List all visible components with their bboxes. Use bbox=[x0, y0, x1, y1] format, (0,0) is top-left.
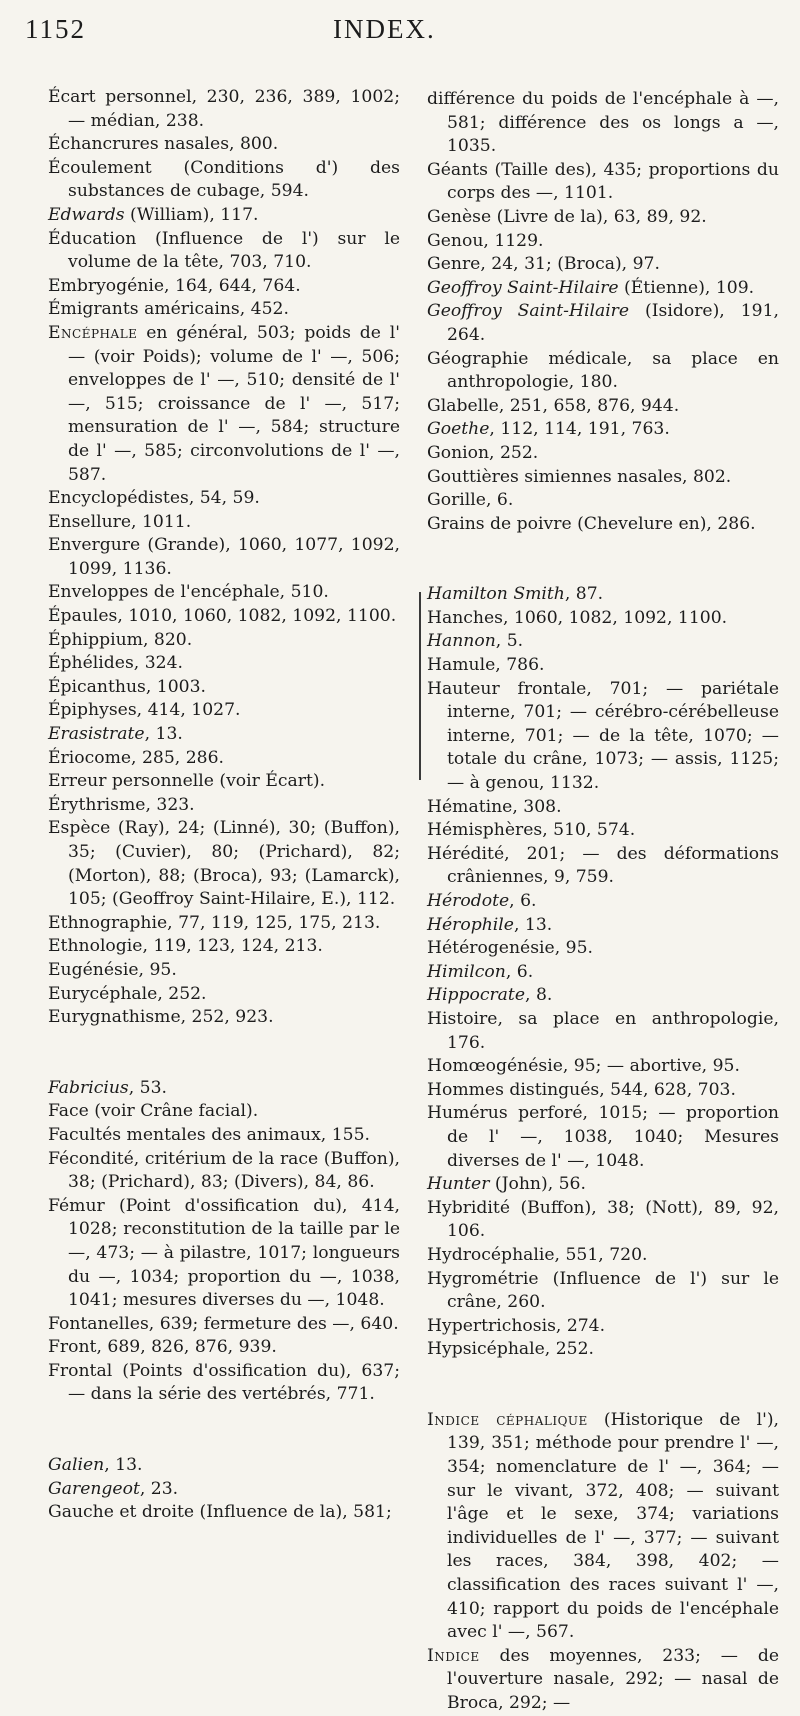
index-entry bbox=[48, 652, 400, 676]
index-entry bbox=[427, 348, 779, 395]
entry-text: Géographie médicale, sa place en anthropologie, 180. bbox=[427, 348, 779, 393]
page-number: 1152 bbox=[25, 14, 86, 44]
entry-text: Ensellure, 1011. bbox=[48, 511, 192, 532]
entry-author-name: Geoffroy Saint-Hilaire bbox=[427, 301, 630, 322]
entry-text: Ériocome, 285, 286. bbox=[48, 747, 224, 768]
index-entry bbox=[427, 1315, 779, 1339]
entry-author-name: Hérophile bbox=[427, 914, 514, 935]
index-entry bbox=[48, 1360, 400, 1407]
index-entry bbox=[48, 605, 400, 629]
entry-text: Épiphyses, 414, 1027. bbox=[48, 700, 241, 721]
entry-text: Erreur personnelle (voir Écart). bbox=[48, 771, 326, 792]
index-entry bbox=[427, 1055, 779, 1079]
entry-text: Ethnographie, 77, 119, 125, 175, 213. bbox=[48, 912, 381, 933]
index-entry bbox=[427, 1079, 779, 1103]
entry-text: Hydrocéphalie, 551, 720. bbox=[427, 1244, 648, 1265]
index-entry bbox=[48, 581, 400, 605]
index-entry bbox=[427, 607, 779, 631]
entry-text: en général, 503; poids de l' — (voir Poids); volume de l' —, 506; enveloppes de l' —, 510; densité de l' —, 515; croissance de l' —, 517; mensuration de l' —, 584; structure de l' —, 585; circonvolutions de l' —, 587. bbox=[68, 322, 400, 485]
entry-text: Gorille, 6. bbox=[427, 490, 514, 511]
entry-text: , 5. bbox=[495, 631, 524, 652]
entry-text: Écoulement (Conditions d') des substances de cubage, 594. bbox=[48, 157, 400, 202]
index-entry bbox=[427, 513, 779, 537]
index-entry bbox=[48, 1313, 400, 1337]
index-entry bbox=[427, 466, 779, 490]
index-entry bbox=[427, 583, 779, 607]
entry-heading-caps: Indice céphalique bbox=[427, 1409, 588, 1430]
index-entry bbox=[427, 277, 779, 301]
entry-text: , 6. bbox=[505, 961, 534, 982]
entry-author-name: Himilcon bbox=[427, 961, 506, 982]
index-entry bbox=[48, 1454, 400, 1478]
section-gap bbox=[427, 536, 779, 583]
index-entry bbox=[427, 395, 779, 419]
entry-text: différence du poids de l'encéphale à —, 581; différence des os longs a —, 1035. bbox=[427, 89, 779, 157]
index-entry bbox=[427, 1645, 779, 1716]
index-entry bbox=[48, 275, 400, 299]
index-entry bbox=[427, 914, 779, 938]
entry-text: des moyennes, 233; — de l'ouverture nasale, 292; — nasal de Broca, 292; — bbox=[447, 1645, 779, 1713]
entry-author-name: Hunter bbox=[427, 1174, 490, 1195]
index-entry bbox=[48, 1501, 400, 1525]
entry-text: Épicanthus, 1003. bbox=[48, 676, 206, 697]
entry-text: (William), 117. bbox=[124, 204, 259, 225]
index-entry bbox=[48, 322, 400, 487]
entry-text: Eurygnathisme, 252, 923. bbox=[48, 1007, 274, 1028]
index-entry bbox=[427, 890, 779, 914]
index-entry bbox=[48, 133, 400, 157]
entry-text: , 13. bbox=[144, 724, 183, 745]
index-entry bbox=[48, 511, 400, 535]
entry-text: (Historique de l'), 139, 351; méthode pour prendre l' —, 354; nomenclature de l' —, 364; — sur le vivant, 372, 408; — suivant l'âge et le sexe, 374; variations individuelles de l' —, 377; — suivant les races, 384, 398, 402; — classification des races suivant l' —, 410; rapport du poids de l'encéphale avec l' —, 567. bbox=[447, 1409, 779, 1643]
entry-text: Genèse (Livre de la), 63, 89, 92. bbox=[427, 206, 707, 227]
entry-text: Érythrisme, 323. bbox=[48, 794, 195, 815]
entry-text: Genre, 24, 31; (Broca), 97. bbox=[427, 254, 660, 275]
entry-text: Hamule, 786. bbox=[427, 655, 545, 676]
index-entry bbox=[48, 935, 400, 959]
entry-text: Hypertrichosis, 274. bbox=[427, 1315, 606, 1336]
entry-text: , 13. bbox=[104, 1455, 143, 1476]
index-entry bbox=[48, 157, 400, 204]
index-entry bbox=[427, 418, 779, 442]
entry-text: , 8. bbox=[525, 985, 553, 1006]
index-entry bbox=[427, 1173, 779, 1197]
index-entry bbox=[48, 676, 400, 700]
index-entry bbox=[427, 961, 779, 985]
index-entry bbox=[48, 983, 400, 1007]
index-entry bbox=[48, 723, 400, 747]
entry-text: Frontal (Points d'ossification du), 637; — dans la série des vertébrés, 771. bbox=[48, 1360, 400, 1405]
entry-text: Fémur (Point d'ossification du), 414, 1028; reconstitution de la taille par le —, 473; — à pilastre, 1017; longueurs du —, 1034; proportion du —, 1038, 1041; mesures diverses du —, 1048. bbox=[48, 1195, 400, 1311]
entry-text: Espèce (Ray), 24; (Linné), 30; (Buffon), 35; (Cuvier), 80; (Prichard), 82; (Morton), 88; (Broca), 93; (Lamarck), 105; (Geoffroy Saint-Hilaire, E.), 112. bbox=[48, 818, 400, 910]
index-entry bbox=[48, 1100, 400, 1124]
index-entry bbox=[48, 204, 400, 228]
entry-text: Hématine, 308. bbox=[427, 796, 562, 817]
entry-text: Gouttières simiennes nasales, 802. bbox=[427, 466, 732, 487]
entry-text: , 23. bbox=[139, 1478, 179, 1499]
entry-text: Gonion, 252. bbox=[427, 442, 539, 463]
entry-text: (Étienne), 109. bbox=[618, 277, 755, 298]
index-entry bbox=[48, 1148, 400, 1195]
index-entry bbox=[427, 253, 779, 277]
entry-text: Hanches, 1060, 1082, 1092, 1100. bbox=[427, 607, 728, 628]
index-entry bbox=[427, 159, 779, 206]
entry-text: Ethnologie, 119, 123, 124, 213. bbox=[48, 936, 323, 957]
entry-author-name: Hannon bbox=[427, 631, 496, 652]
index-entry bbox=[427, 1008, 779, 1055]
index-entry bbox=[427, 678, 779, 796]
entry-text: Face (voir Crâne facial). bbox=[48, 1101, 259, 1122]
index-entry bbox=[427, 1409, 779, 1645]
entry-text: Front, 689, 826, 876, 939. bbox=[48, 1337, 277, 1358]
index-entry bbox=[48, 1195, 400, 1313]
index-entry bbox=[48, 534, 400, 581]
entry-author-name: Goethe bbox=[427, 419, 490, 440]
index-entry bbox=[48, 699, 400, 723]
entry-text: Enveloppes de l'encéphale, 510. bbox=[48, 582, 329, 603]
left-column bbox=[48, 86, 400, 1525]
index-entry bbox=[427, 1197, 779, 1244]
index-entry bbox=[427, 489, 779, 513]
index-entry bbox=[48, 959, 400, 983]
entry-author-name: Geoffroy Saint-Hilaire bbox=[427, 277, 619, 298]
entry-text: Embryogénie, 164, 644, 764. bbox=[48, 275, 301, 296]
page-title: INDEX. bbox=[333, 14, 436, 44]
index-entry bbox=[427, 1102, 779, 1173]
index-entry bbox=[427, 796, 779, 820]
entry-text: Hypsicéphale, 252. bbox=[427, 1339, 594, 1360]
entry-heading-caps: Encéphale bbox=[48, 322, 138, 343]
section-gap bbox=[48, 1030, 400, 1077]
index-entry bbox=[427, 1244, 779, 1268]
index-entry bbox=[427, 819, 779, 843]
entry-text: , 53. bbox=[128, 1077, 167, 1098]
entry-text: , 112, 114, 191, 763. bbox=[489, 419, 670, 440]
entry-text: Histoire, sa place en anthropologie, 176. bbox=[427, 1008, 779, 1053]
entry-text: Grains de poivre (Chevelure en), 286. bbox=[427, 513, 756, 534]
entry-author-name: Galien bbox=[48, 1455, 105, 1476]
entry-text: Envergure (Grande), 1060, 1077, 1092, 1099, 1136. bbox=[48, 535, 400, 579]
entry-text: Humérus perforé, 1015; — proportion de l' —, 1038, 1040; Mesures diverses de l' —, 1048. bbox=[427, 1103, 779, 1171]
entry-text: Épaules, 1010, 1060, 1082, 1092, 1100. bbox=[48, 606, 397, 627]
entry-text: Homœogénésie, 95; — abortive, 95. bbox=[427, 1056, 740, 1077]
index-entry bbox=[48, 228, 400, 275]
entry-text: Échancrures nasales, 800. bbox=[48, 134, 279, 155]
index-entry bbox=[48, 817, 400, 911]
entry-text: Facultés mentales des animaux, 155. bbox=[48, 1124, 370, 1145]
index-entry bbox=[48, 86, 400, 133]
entry-author-name: Erasistrate bbox=[48, 724, 145, 745]
index-entry bbox=[427, 88, 779, 159]
entry-text: Géants (Taille des), 435; proportions du corps des —, 1101. bbox=[427, 159, 779, 204]
entry-author-name: Edwards bbox=[48, 204, 125, 225]
index-entry bbox=[427, 442, 779, 466]
index-entry bbox=[427, 984, 779, 1008]
index-entry bbox=[427, 654, 779, 678]
index-entry bbox=[48, 1478, 400, 1502]
index-entry bbox=[427, 937, 779, 961]
entry-text: Encyclopédistes, 54, 59. bbox=[48, 488, 260, 509]
entry-author-name: Hamilton Smith bbox=[427, 584, 565, 605]
index-entry bbox=[427, 1338, 779, 1362]
index-entry bbox=[48, 912, 400, 936]
index-entry bbox=[48, 770, 400, 794]
index-entry bbox=[427, 300, 779, 347]
index-entry bbox=[48, 1336, 400, 1360]
entry-text: Éphippium, 820. bbox=[48, 629, 193, 650]
entry-text: Hommes distingués, 544, 628, 703. bbox=[427, 1079, 736, 1100]
entry-text: Éphélides, 324. bbox=[48, 653, 183, 674]
entry-text: Hétérogenésie, 95. bbox=[427, 938, 593, 959]
index-entry bbox=[48, 487, 400, 511]
index-entry bbox=[427, 843, 779, 890]
index-entry bbox=[48, 1124, 400, 1148]
index-entry bbox=[48, 629, 400, 653]
index-entry bbox=[48, 794, 400, 818]
entry-author-name: Garengeot bbox=[48, 1478, 140, 1499]
page-header bbox=[0, 8, 800, 48]
entry-author-name: Hérodote bbox=[427, 891, 510, 911]
entry-text: Émigrants américains, 452. bbox=[48, 299, 289, 320]
entry-text: Écart personnel, 230, 236, 389, 1002; — médian, 238. bbox=[48, 87, 400, 131]
entry-text: Hybridité (Buffon), 38; (Nott), 89, 92, 106. bbox=[427, 1197, 779, 1242]
entry-text: (John), 56. bbox=[489, 1174, 586, 1195]
index-entry bbox=[48, 1077, 400, 1101]
index-entry bbox=[427, 630, 779, 654]
index-entry bbox=[427, 230, 779, 254]
entry-text: Hémisphères, 510, 574. bbox=[427, 820, 636, 841]
entry-text: Fontanelles, 639; fermeture des —, 640. bbox=[48, 1313, 399, 1334]
entry-author-name: Hippocrate bbox=[427, 985, 526, 1006]
entry-text: Hérédité, 201; — des déformations crâniennes, 9, 759. bbox=[427, 843, 779, 888]
margin-bracket bbox=[419, 592, 421, 780]
entry-text: , 6. bbox=[509, 891, 537, 911]
entry-text: Glabelle, 251, 658, 876, 944. bbox=[427, 395, 680, 416]
index-entry bbox=[427, 1268, 779, 1315]
entry-text: Gauche et droite (Influence de la), 581; bbox=[48, 1502, 392, 1523]
entry-heading-caps: Indice bbox=[427, 1645, 480, 1666]
entry-text: , 87. bbox=[564, 584, 604, 605]
index-entry bbox=[48, 298, 400, 322]
entry-text: , 13. bbox=[513, 914, 553, 935]
index-entry bbox=[48, 1006, 400, 1030]
entry-text: (Isidore), 191, 264. bbox=[447, 301, 779, 345]
section-gap bbox=[48, 1407, 400, 1454]
index-entry bbox=[48, 747, 400, 771]
entry-text: Eugénésie, 95. bbox=[48, 959, 177, 980]
right-column bbox=[427, 88, 779, 1716]
entry-text: Fécondité, critérium de la race (Buffon), 38; (Prichard), 83; (Divers), 84, 86. bbox=[48, 1148, 400, 1193]
entry-text: Eurycéphale, 252. bbox=[48, 983, 207, 1004]
index-entry bbox=[427, 206, 779, 230]
entry-text: Hygrométrie (Influence de l') sur le crâne, 260. bbox=[427, 1268, 779, 1313]
entry-text: Éducation (Influence de l') sur le volume de la tête, 703, 710. bbox=[48, 228, 400, 273]
entry-author-name: Fabricius bbox=[48, 1077, 129, 1098]
entry-text: Hauteur frontale, 701; — pariétale interne, 701; — cérébro-cérébelleuse interne, 701; — de la tête, 1070; — totale du crâne, 1073; — assis, 1125; — à genou, 1132. bbox=[427, 678, 779, 794]
entry-text: Genou, 1129. bbox=[427, 230, 544, 251]
